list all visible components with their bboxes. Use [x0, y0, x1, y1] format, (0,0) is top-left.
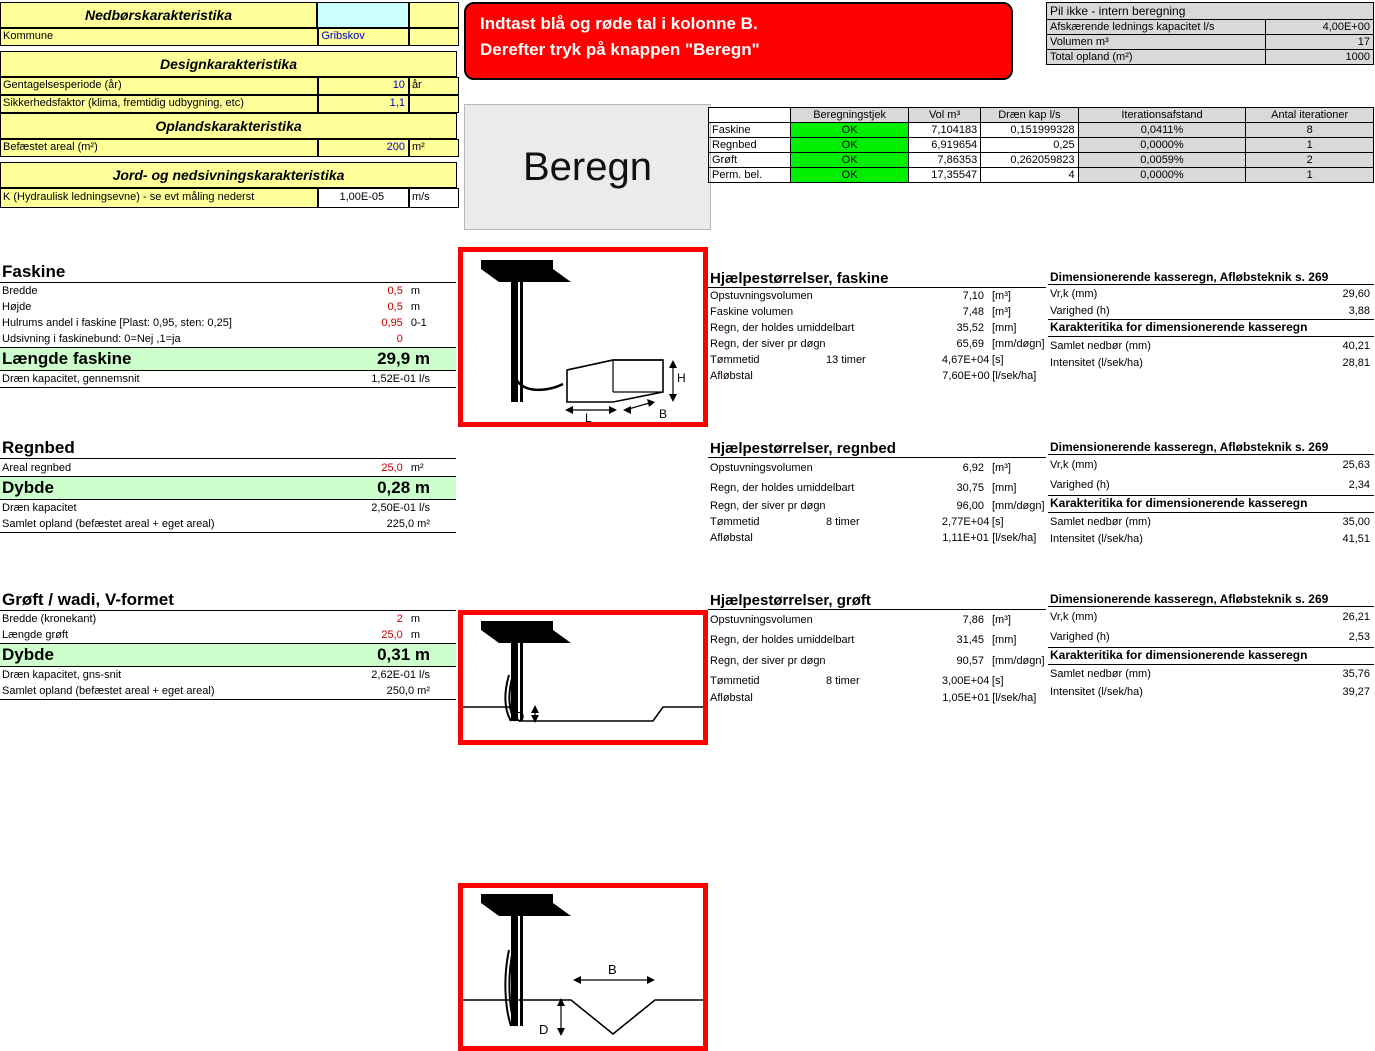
status-itercount-1: 1 — [1246, 138, 1374, 153]
svg-text:B: B — [608, 962, 617, 977]
helper-regnbed-label-2: Regn, der siver pr døgn — [710, 500, 826, 512]
helper-faskine-mid-4: 13 timer — [825, 354, 866, 366]
helper-regnbed-value-1: 30,75 — [956, 482, 984, 494]
kasse-groeft-value-0: 26,21 — [1342, 611, 1370, 623]
faskine-input-hulrum — [0, 315, 456, 331]
status-check-3: OK — [791, 168, 909, 183]
kasse-groeft-subvalue-1: 39,27 — [1342, 686, 1370, 698]
helper-regnbed-mid-3: 8 timer — [825, 516, 860, 528]
internal-calc-value-2: 1000 — [1266, 50, 1374, 65]
faskine-input-bredde — [0, 283, 456, 299]
groeft-laengde-value[interactable]: 25,0 — [381, 629, 403, 641]
kasse-groeft-sublabel-1: Intensitet (l/sek/ha) — [1050, 686, 1143, 698]
status-iterdist-2: 0,0059% — [1078, 153, 1246, 168]
regnbed-diagram — [458, 610, 708, 745]
svg-text:B: B — [659, 407, 668, 421]
helper-regnbed-value-0: 6,92 — [962, 462, 984, 474]
helper-regnbed-unit-2: [mm/døgn] — [992, 500, 1045, 512]
kasse-regnbed-value-0: 25,63 — [1342, 459, 1370, 471]
status-vol-0: 7,104183 — [908, 123, 980, 138]
status-head-4: Iterationsafstand — [1078, 108, 1246, 123]
helper-faskine-value-5: 7,60E+00 — [942, 370, 990, 382]
kasse-faskine-subtitle: Karakteritika for dimensionerende kasseregn — [1048, 320, 1374, 337]
helper-groeft-label-3: Tømmetid — [710, 675, 760, 687]
kommune-unit — [409, 28, 459, 46]
regnbed-opland-label: Samlet opland (befæstet areal + eget areal) — [2, 518, 215, 530]
status-table-wrap — [708, 107, 1374, 183]
groeft-draen-value: 2,62E-01 l/s — [371, 669, 430, 681]
regnbed-result-label: Dybde — [2, 478, 54, 497]
status-itercount-2: 2 — [1246, 153, 1374, 168]
helper-faskine-unit-2: [mm] — [992, 322, 1017, 334]
helper-regnbed-value-4: 1,11E+01 — [942, 532, 989, 544]
faskine-input-udsivning — [0, 331, 456, 348]
kommune-row — [0, 28, 459, 46]
status-itercount-3: 1 — [1246, 168, 1374, 183]
helper-groeft-panel — [708, 592, 1046, 706]
kasse-faskine-label-1: Varighed (h) — [1050, 304, 1110, 317]
groeft-draen-label: Dræn kapacitet, gns-snit — [2, 669, 122, 681]
kommune-value[interactable]: Gribskov — [318, 28, 408, 46]
faskine-diagram-svg — [463, 252, 703, 422]
helper-regnbed-panel — [708, 440, 1046, 546]
helper-faskine-label-3: Regn, der siver pr døgn — [710, 338, 826, 350]
kasse-groeft-label-1: Varighed (h) — [1050, 631, 1110, 643]
status-iterdist-0: 0,0411% — [1078, 123, 1246, 138]
internal-calc-value-1: 17 — [1266, 35, 1374, 50]
faskine-hulrum-label: Hulrums andel i faskine [Plast: 0,95, sten: 0,25] — [2, 317, 232, 329]
regnbed-opland-value: 225,0 m² — [386, 518, 430, 530]
svg-text:D: D — [539, 1022, 549, 1037]
internal-calc-table — [1046, 2, 1374, 65]
faskine-draen-value: 1,52E-01 l/s — [371, 373, 430, 385]
helper-regnbed-unit-0: [m³] — [992, 462, 1011, 474]
status-check-1: OK — [791, 138, 909, 153]
sikkerhedsfaktor-value[interactable]: 1,1 — [318, 95, 409, 113]
kasse-faskine-sublabel-1: Intensitet (l/sek/ha) — [1050, 356, 1143, 369]
kasse-regnbed-sublabel-0: Samlet nedbør (mm) — [1050, 515, 1151, 528]
helper-groeft-label-1: Regn, der holdes umiddelbart — [710, 634, 855, 646]
regnbed-areal-unit: m² — [410, 461, 424, 474]
groeft-laengde-label: Længde grøft — [2, 629, 69, 641]
helper-groeft-value-0: 7,86 — [962, 614, 984, 626]
status-itercount-0: 8 — [1246, 123, 1374, 138]
status-name-1: Regnbed — [709, 138, 791, 153]
helper-groeft-unit-4: [l/sek/ha] — [992, 692, 1037, 704]
groeft-title: Grøft / wadi, V-formet — [0, 590, 456, 611]
sikkerhedsfaktor-label: Sikkerhedsfaktor (klima, fremtidig udbygning, etc) — [0, 95, 318, 113]
faskine-input-hoejde — [0, 299, 456, 315]
gentagelse-unit: år — [409, 77, 459, 95]
kasse-faskine-sublabel-0: Samlet nedbør (mm) — [1050, 339, 1151, 352]
helper-regnbed-label-3: Tømmetid — [710, 516, 760, 528]
kasse-groeft-subtitle: Karakteritika for dimensionerende kasseregn — [1048, 648, 1374, 665]
kasseregn-regnbed-panel — [1048, 440, 1374, 547]
regnbed-result-row — [0, 477, 456, 500]
kasse-faskine-subvalue-1: 28,81 — [1342, 356, 1370, 369]
internal-calc-label-1: Volumen m³ — [1047, 35, 1266, 50]
status-head-0 — [709, 108, 791, 123]
helper-faskine-unit-5: [l/sek/ha] — [992, 370, 1037, 382]
beregn-button[interactable]: Beregn — [464, 104, 711, 230]
internal-calc-value-0: 4,00E+00 — [1266, 20, 1374, 35]
svg-text:D: D — [515, 709, 525, 724]
helper-faskine-label-4: Tømmetid — [710, 354, 760, 366]
k-value[interactable]: 1,00E-05 — [318, 188, 409, 208]
groeft-panel — [0, 590, 456, 700]
regnbed-areal-value[interactable]: 25,0 — [381, 461, 403, 474]
status-head-1: Beregningstjek — [791, 108, 909, 123]
groeft-result-value: 0,31 m — [377, 645, 430, 664]
faskine-panel — [0, 262, 456, 388]
status-vol-2: 7,86353 — [908, 153, 980, 168]
status-head-3: Dræn kap l/s — [981, 108, 1078, 123]
helper-groeft-label-0: Opstuvningsvolumen — [710, 614, 813, 626]
helper-regnbed-value-2: 96,00 — [956, 500, 984, 512]
k-unit: m/s — [409, 188, 459, 208]
helper-regnbed-label-0: Opstuvningsvolumen — [710, 462, 813, 474]
faskine-hulrum-value[interactable]: 0,95 — [381, 317, 403, 329]
regnbed-input-areal — [0, 459, 456, 477]
internal-calc-title: Pil ikke - intern beregning — [1047, 3, 1374, 20]
status-draen-1: 0,25 — [981, 138, 1078, 153]
helper-groeft-mid-3: 8 timer — [825, 675, 860, 687]
k-label: K (Hydraulisk ledningsevne) - se evt måling nederst — [0, 188, 318, 208]
faskine-diagram — [458, 247, 708, 427]
status-draen-2: 0,262059823 — [981, 153, 1078, 168]
helper-faskine-panel — [708, 270, 1046, 384]
groeft-opland-value: 250,0 m² — [386, 685, 430, 697]
helper-regnbed-label-4: Afløbstal — [710, 532, 753, 544]
kommune-label: Kommune — [0, 28, 318, 46]
status-name-3: Perm. bel. — [709, 168, 791, 183]
kasse-faskine-value-0: 29,60 — [1342, 287, 1370, 300]
groeft-bredde-unit: m — [410, 613, 420, 625]
befaestet-value[interactable]: 200 — [318, 139, 409, 157]
section-title-opland: Oplandskarakteristika — [0, 113, 457, 139]
status-name-0: Faskine — [709, 123, 791, 138]
status-check-2: OK — [791, 153, 909, 168]
kasse-regnbed-label-0: Vr,k (mm) — [1050, 459, 1098, 471]
helper-groeft-value-4: 1,05E+01 — [942, 692, 990, 704]
faskine-result-label: Længde faskine — [2, 349, 132, 368]
kasse-regnbed-sublabel-1: Intensitet (l/sek/ha) — [1050, 532, 1143, 545]
helper-faskine-label-5: Afløbstal — [710, 370, 753, 382]
nedboer-unit-cell — [409, 2, 459, 28]
faskine-result-value: 29,9 m — [377, 349, 430, 368]
helper-groeft-label-4: Afløbstal — [710, 692, 753, 704]
groeft-laengde-unit: m — [410, 629, 420, 641]
kasse-faskine-value-1: 3,88 — [1348, 304, 1370, 317]
groeft-opland-label: Samlet opland (befæstet areal + eget areal) — [2, 685, 215, 697]
faskine-hulrum-unit: 0-1 — [410, 317, 427, 329]
regnbed-opland-row — [0, 516, 456, 533]
sikkerhedsfaktor-row — [0, 95, 459, 113]
status-draen-3: 4 — [981, 168, 1078, 183]
gentagelse-row — [0, 77, 459, 95]
faskine-bredde-label: Bredde — [2, 285, 38, 297]
internal-calc-label-2: Total opland (m²) — [1047, 50, 1266, 65]
helper-faskine-label-2: Regn, der holdes umiddelbart — [710, 322, 855, 334]
kasseregn-faskine-title: Dimensionerende kasseregn, Afløbsteknik s. 269 — [1048, 270, 1374, 285]
helper-regnbed-unit-1: [mm] — [992, 482, 1017, 494]
groeft-opland-row — [0, 683, 456, 700]
internal-calc-label-0: Afskærende lednings kapacitet l/s — [1047, 20, 1266, 35]
status-head-2: Vol m³ — [908, 108, 980, 123]
faskine-draen-row — [0, 371, 456, 388]
helper-regnbed-title: Hjælpestørrelser, regnbed — [708, 440, 1046, 458]
faskine-title: Faskine — [0, 262, 456, 283]
table-row — [709, 153, 1374, 168]
helper-groeft-value-3: 3,00E+04 — [941, 675, 990, 687]
helper-faskine-value-0: 7,10 — [962, 290, 984, 302]
instruction-banner — [464, 2, 1013, 80]
gentagelse-value[interactable]: 10 — [318, 77, 409, 95]
helper-groeft-title: Hjælpestørrelser, grøft — [708, 592, 1046, 610]
kasse-faskine-label-0: Vr,k (mm) — [1050, 287, 1098, 300]
befaestet-label: Befæstet areal (m²) — [0, 139, 318, 157]
nedboer-blank-cell[interactable] — [317, 2, 409, 28]
helper-groeft-value-1: 31,45 — [956, 634, 984, 646]
helper-faskine-unit-4: [s] — [991, 354, 1004, 366]
svg-text:L: L — [585, 411, 592, 422]
helper-groeft-unit-3: [s] — [991, 675, 1004, 687]
kasse-regnbed-value-1: 2,34 — [1348, 479, 1370, 491]
gentagelse-label: Gentagelsesperiode (år) — [0, 77, 318, 95]
helper-faskine-value-3: 65,69 — [956, 338, 984, 350]
regnbed-panel — [0, 438, 456, 533]
helper-groeft-label-2: Regn, der siver pr døgn — [710, 655, 826, 667]
kasse-groeft-sublabel-0: Samlet nedbør (mm) — [1050, 668, 1151, 680]
helper-regnbed-unit-4: [l/sek/ha] — [992, 532, 1037, 544]
kasse-groeft-label-0: Vr,k (mm) — [1050, 611, 1098, 623]
groeft-draen-row — [0, 667, 456, 683]
input-panel — [0, 2, 459, 208]
helper-groeft-unit-2: [mm/døgn] — [992, 655, 1045, 667]
groeft-bredde-value[interactable]: 2 — [396, 613, 403, 625]
opland-header-row — [0, 113, 459, 139]
sikkerhedsfaktor-unit — [409, 95, 459, 113]
helper-regnbed-unit-3: [s] — [991, 516, 1004, 528]
kasseregn-faskine-panel — [1048, 270, 1374, 371]
status-check-0: OK — [791, 123, 909, 138]
section-title-design: Designkarakteristika — [0, 51, 457, 77]
regnbed-draen-row — [0, 500, 456, 516]
kasseregn-groeft-title: Dimensionerende kasseregn, Afløbsteknik s. 269 — [1048, 592, 1374, 607]
befaestet-row — [0, 139, 459, 157]
regnbed-result-value: 0,28 m — [377, 478, 430, 497]
status-vol-3: 17,35547 — [908, 168, 980, 183]
status-iterdist-1: 0,0000% — [1078, 138, 1246, 153]
faskine-hoejde-value[interactable]: 0,5 — [387, 301, 403, 313]
helper-faskine-unit-0: [m³] — [992, 290, 1011, 302]
helper-groeft-unit-1: [mm] — [992, 634, 1017, 646]
groeft-result-row — [0, 644, 456, 667]
helper-faskine-value-4: 4,67E+04 — [941, 354, 990, 366]
regnbed-areal-label: Areal regnbed — [2, 461, 72, 474]
kasse-regnbed-label-1: Varighed (h) — [1050, 479, 1110, 491]
section-title-jord: Jord- og nedsivningskarakteristika — [0, 162, 457, 188]
helper-faskine-title: Hjælpestørrelser, faskine — [708, 270, 1046, 288]
helper-faskine-label-1: Faskine volumen — [710, 306, 794, 318]
groeft-diagram — [458, 883, 708, 1051]
groeft-input-laengde — [0, 627, 456, 644]
table-row — [709, 138, 1374, 153]
faskine-result-row — [0, 348, 456, 371]
kasse-groeft-value-1: 2,53 — [1348, 631, 1370, 643]
helper-groeft-value-2: 90,57 — [956, 655, 984, 667]
regnbed-draen-value: 2,50E-01 l/s — [371, 502, 430, 514]
k-row — [0, 188, 459, 208]
kasse-faskine-subvalue-0: 40,21 — [1342, 339, 1370, 352]
faskine-bredde-unit: m — [410, 285, 420, 297]
helper-faskine-value-1: 7,48 — [962, 306, 984, 318]
helper-regnbed-value-3: 2,77E+04 — [941, 516, 990, 528]
kasse-regnbed-subvalue-1: 41,51 — [1342, 532, 1370, 545]
status-iterdist-3: 0,0000% — [1078, 168, 1246, 183]
befaestet-unit: m² — [409, 139, 459, 157]
helper-faskine-unit-3: [mm/døgn] — [992, 338, 1045, 350]
helper-groeft-unit-0: [m³] — [992, 614, 1011, 626]
faskine-hoejde-unit: m — [410, 301, 420, 313]
faskine-draen-label: Dræn kapacitet, gennemsnit — [2, 373, 140, 385]
regnbed-title: Regnbed — [0, 438, 456, 459]
helper-faskine-label-0: Opstuvningsvolumen — [710, 290, 813, 302]
faskine-udsivning-value[interactable]: 0 — [396, 333, 403, 345]
kasseregn-regnbed-title: Dimensionerende kasseregn, Afløbsteknik s. 269 — [1048, 440, 1374, 455]
kasse-regnbed-subtitle: Karakteritika for dimensionerende kasseregn — [1048, 496, 1374, 513]
groeft-diagram-svg — [463, 888, 703, 1046]
section-title-nedboer: Nedbørskarakteristika — [0, 2, 317, 28]
design-header-row — [0, 51, 459, 77]
faskine-hoejde-label: Højde — [2, 301, 32, 313]
groeft-input-bredde — [0, 611, 456, 627]
groeft-bredde-label: Bredde (kronekant) — [2, 613, 97, 625]
table-row — [709, 123, 1374, 138]
kasse-groeft-subvalue-0: 35,76 — [1342, 668, 1370, 680]
status-draen-0: 0,151999328 — [981, 123, 1078, 138]
status-name-2: Grøft — [709, 153, 791, 168]
status-table — [708, 107, 1374, 183]
groeft-result-label: Dybde — [2, 645, 54, 664]
svg-text:H: H — [677, 371, 686, 385]
regnbed-draen-label: Dræn kapacitet — [2, 502, 77, 514]
helper-regnbed-label-1: Regn, der holdes umiddelbart — [710, 482, 855, 494]
kasse-regnbed-subvalue-0: 35,00 — [1342, 515, 1370, 528]
helper-faskine-value-2: 35,52 — [956, 322, 984, 334]
internal-calc-box — [1046, 2, 1374, 65]
instruction-line-1: Indtast blå og røde tal i kolonne B. — [480, 14, 758, 33]
status-head-5: Antal iterationer — [1246, 108, 1374, 123]
status-vol-1: 6,919654 — [908, 138, 980, 153]
regnbed-diagram-svg — [463, 615, 703, 740]
faskine-bredde-value[interactable]: 0,5 — [387, 285, 403, 297]
jord-header-row — [0, 162, 459, 188]
kasseregn-groeft-panel — [1048, 592, 1374, 701]
faskine-udsivning-label: Udsivning i faskinebund: 0=Nej ,1=ja — [2, 333, 181, 345]
instruction-line-2: Derefter tryk på knappen "Beregn" — [480, 40, 760, 59]
helper-faskine-unit-1: [m³] — [992, 306, 1011, 318]
nedboer-header-row — [0, 2, 459, 28]
table-row — [709, 168, 1374, 183]
